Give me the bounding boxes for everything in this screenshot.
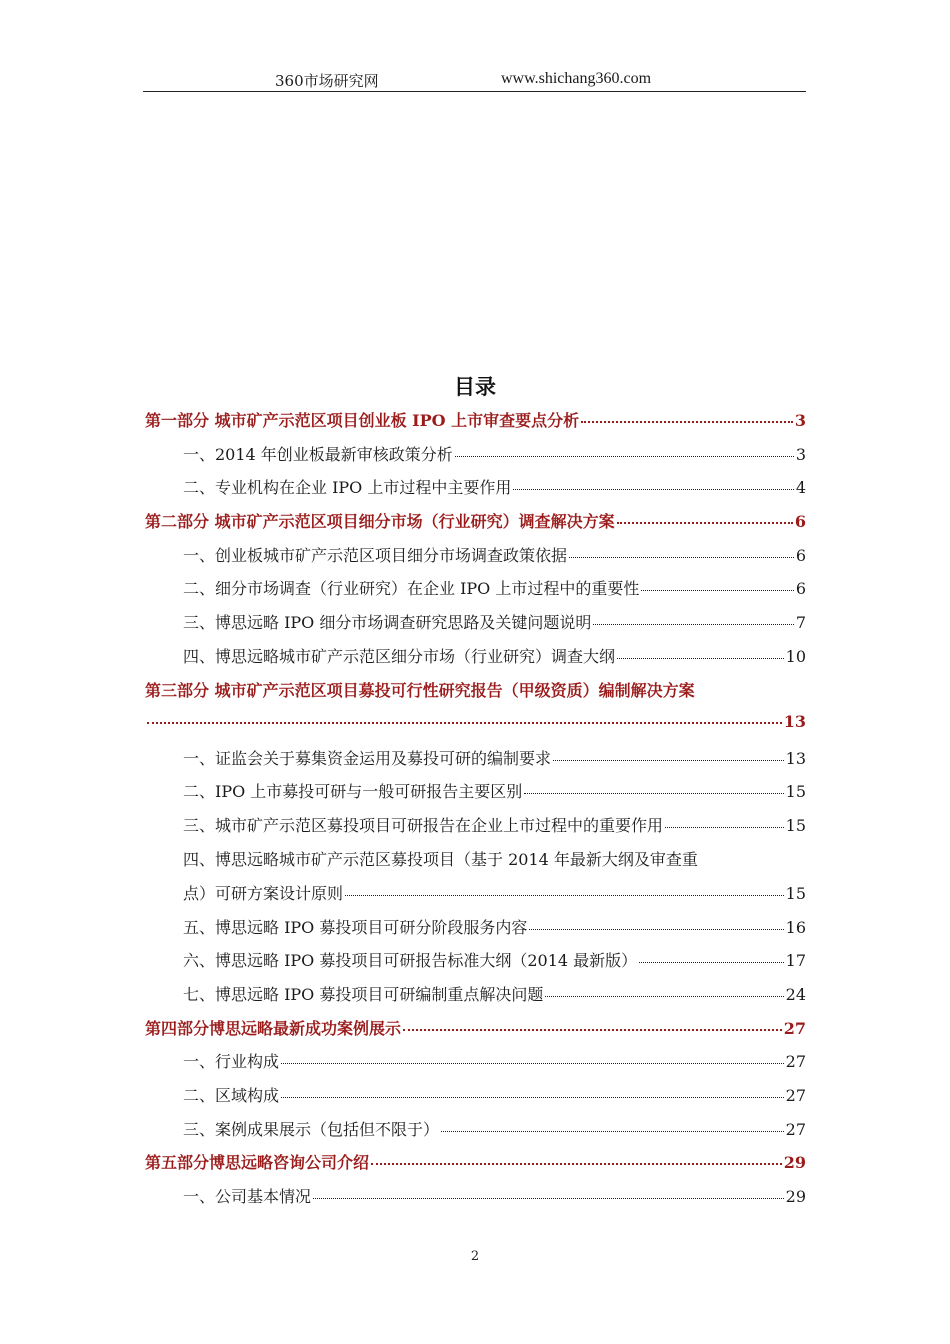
toc-entry-label: 第五部分博思远略咨询公司介绍 bbox=[145, 1153, 370, 1173]
toc-entry-page: 3 bbox=[794, 411, 806, 430]
toc-leader-dots bbox=[545, 995, 783, 997]
toc-sub-entry[interactable] bbox=[145, 638, 806, 672]
toc-entry-page: 15 bbox=[785, 782, 806, 802]
toc-sub-entry[interactable] bbox=[145, 1111, 806, 1145]
toc-entry-page: 16 bbox=[785, 917, 806, 937]
toc-entry-page: 15 bbox=[785, 815, 806, 835]
toc-entry-page: 13 bbox=[783, 711, 806, 731]
header-url[interactable]: www.shichang360.com bbox=[501, 70, 652, 87]
toc-leader-dots bbox=[529, 928, 783, 930]
toc-entry-label: 一、证监会关于募集资金运用及募投可研的编制要求 bbox=[183, 748, 552, 768]
toc-entry-label: 五、博思远略 IPO 募投项目可研分阶段服务内容 bbox=[183, 917, 528, 937]
toc-leader-dots bbox=[639, 961, 783, 963]
toc-part-entry[interactable] bbox=[145, 672, 806, 740]
toc-leader-dots bbox=[371, 1162, 782, 1165]
toc-entry-page: 10 bbox=[785, 646, 806, 666]
toc-entry-label: 一、创业板城市矿产示范区项目细分市场调查政策依据 bbox=[183, 545, 568, 565]
toc-entry-page: 17 bbox=[785, 951, 806, 971]
toc-leader-dots bbox=[581, 420, 793, 423]
toc-entry-page: 6 bbox=[794, 512, 806, 532]
toc-entry-label: 二、细分市场调查（行业研究）在企业 IPO 上市过程中的重要性 bbox=[183, 579, 640, 599]
page-number: 2 bbox=[470, 1249, 480, 1264]
table-of-contents bbox=[145, 402, 806, 1212]
toc-leader-dots bbox=[665, 826, 784, 828]
toc-leader-dots bbox=[593, 623, 793, 625]
header-site-name: 360市场研究网 bbox=[275, 72, 379, 90]
toc-leader-dots bbox=[569, 556, 794, 558]
toc-sub-entry[interactable] bbox=[145, 1043, 806, 1077]
toc-entry-label: 四、博思远略城市矿产示范区募投项目（基于 2014 年最新大纲及审查重 bbox=[183, 849, 698, 869]
toc-leader-dots bbox=[441, 1130, 784, 1132]
toc-leader-dots bbox=[403, 1028, 782, 1031]
toc-sub-entry[interactable] bbox=[145, 1178, 806, 1212]
toc-leader-dots bbox=[617, 657, 784, 659]
toc-entry-page: 27 bbox=[785, 1119, 806, 1139]
toc-sub-entry[interactable] bbox=[145, 942, 806, 976]
toc-sub-entry[interactable] bbox=[145, 807, 806, 841]
toc-part-entry[interactable] bbox=[145, 1144, 806, 1178]
toc-leader-dots bbox=[617, 521, 793, 524]
toc-entry-page: 24 bbox=[785, 984, 806, 1004]
toc-leader-dots bbox=[641, 589, 793, 591]
toc-sub-entry[interactable] bbox=[145, 436, 806, 470]
toc-leader-dots bbox=[513, 488, 793, 490]
toc-entry-label: 三、案例成果展示（包括但不限于） bbox=[183, 1119, 440, 1139]
toc-entry-label: 第三部分 城市矿产示范区项目募投可行性研究报告（甲级资质）编制解决方案 bbox=[145, 680, 695, 700]
toc-entry-page: 7 bbox=[795, 613, 806, 633]
toc-entry-label: 七、博思远略 IPO 募投项目可研编制重点解决问题 bbox=[183, 984, 544, 1004]
toc-sub-entry[interactable] bbox=[145, 976, 806, 1010]
toc-leader-dots bbox=[524, 792, 783, 794]
toc-leader-dots bbox=[345, 894, 784, 896]
toc-entry-page: 13 bbox=[785, 748, 806, 768]
toc-sub-entry[interactable] bbox=[145, 841, 806, 909]
toc-entry-label: 第四部分博思远略最新成功案例展示 bbox=[145, 1018, 402, 1038]
toc-leader-dots bbox=[553, 759, 784, 761]
toc-sub-entry[interactable] bbox=[145, 773, 806, 807]
toc-entry-page: 27 bbox=[783, 1018, 806, 1038]
toc-entry-label: 一、2014 年创业板最新审核政策分析 bbox=[183, 444, 453, 464]
toc-entry-page: 6 bbox=[795, 545, 806, 565]
toc-entry-page: 4 bbox=[795, 478, 806, 498]
toc-sub-entry[interactable] bbox=[145, 740, 806, 774]
toc-entry-page: 3 bbox=[795, 444, 806, 464]
toc-entry-page: 15 bbox=[785, 883, 806, 903]
toc-entry-label: 第一部分 城市矿产示范区项目创业板 IPO 上市审查要点分析 bbox=[145, 411, 580, 430]
toc-entry-page: 29 bbox=[783, 1153, 806, 1173]
toc-leader-dots bbox=[313, 1197, 784, 1199]
toc-leader-dots bbox=[455, 455, 794, 457]
toc-entry-label: 一、公司基本情况 bbox=[183, 1187, 312, 1207]
toc-entry-page: 29 bbox=[785, 1187, 806, 1207]
toc-entry-label-continued: 点）可研方案设计原则 bbox=[183, 883, 344, 903]
page-header bbox=[143, 66, 806, 90]
toc-entry-label: 三、博思远略 IPO 细分市场调查研究思路及关键问题说明 bbox=[183, 613, 592, 633]
toc-entry-label: 四、博思远略城市矿产示范区细分市场（行业研究）调查大纲 bbox=[183, 646, 616, 666]
toc-sub-entry[interactable] bbox=[145, 469, 806, 503]
toc-title: 目录 bbox=[454, 374, 496, 399]
toc-entry-page: 27 bbox=[785, 1086, 806, 1105]
toc-entry-page: 6 bbox=[795, 579, 806, 599]
toc-entry-label: 一、行业构成 bbox=[183, 1052, 280, 1072]
toc-sub-entry[interactable] bbox=[145, 537, 806, 571]
toc-entry-label: 二、区域构成 bbox=[183, 1086, 280, 1105]
toc-entry-label: 六、博思远略 IPO 募投项目可研报告标准大纲（2014 最新版） bbox=[183, 951, 638, 971]
toc-part-entry[interactable] bbox=[145, 503, 806, 537]
toc-sub-entry[interactable] bbox=[145, 570, 806, 604]
toc-leader-dots bbox=[147, 721, 782, 724]
toc-entry-label: 三、城市矿产示范区募投项目可研报告在企业上市过程中的重要作用 bbox=[183, 815, 664, 835]
toc-leader-dots bbox=[281, 1096, 784, 1098]
toc-sub-entry[interactable] bbox=[145, 909, 806, 943]
toc-entry-label: 第二部分 城市矿产示范区项目细分市场（行业研究）调查解决方案 bbox=[145, 512, 615, 532]
toc-entry-page: 27 bbox=[785, 1052, 806, 1072]
toc-entry-label: 二、IPO 上市募投可研与一般可研报告主要区别 bbox=[183, 782, 523, 802]
toc-part-entry[interactable] bbox=[145, 402, 806, 436]
toc-leader-dots bbox=[281, 1062, 784, 1064]
header-divider bbox=[143, 91, 806, 92]
toc-part-entry[interactable] bbox=[145, 1010, 806, 1044]
toc-sub-entry[interactable] bbox=[145, 604, 806, 638]
toc-entry-label: 二、专业机构在企业 IPO 上市过程中主要作用 bbox=[183, 478, 512, 498]
toc-sub-entry[interactable] bbox=[145, 1077, 806, 1111]
